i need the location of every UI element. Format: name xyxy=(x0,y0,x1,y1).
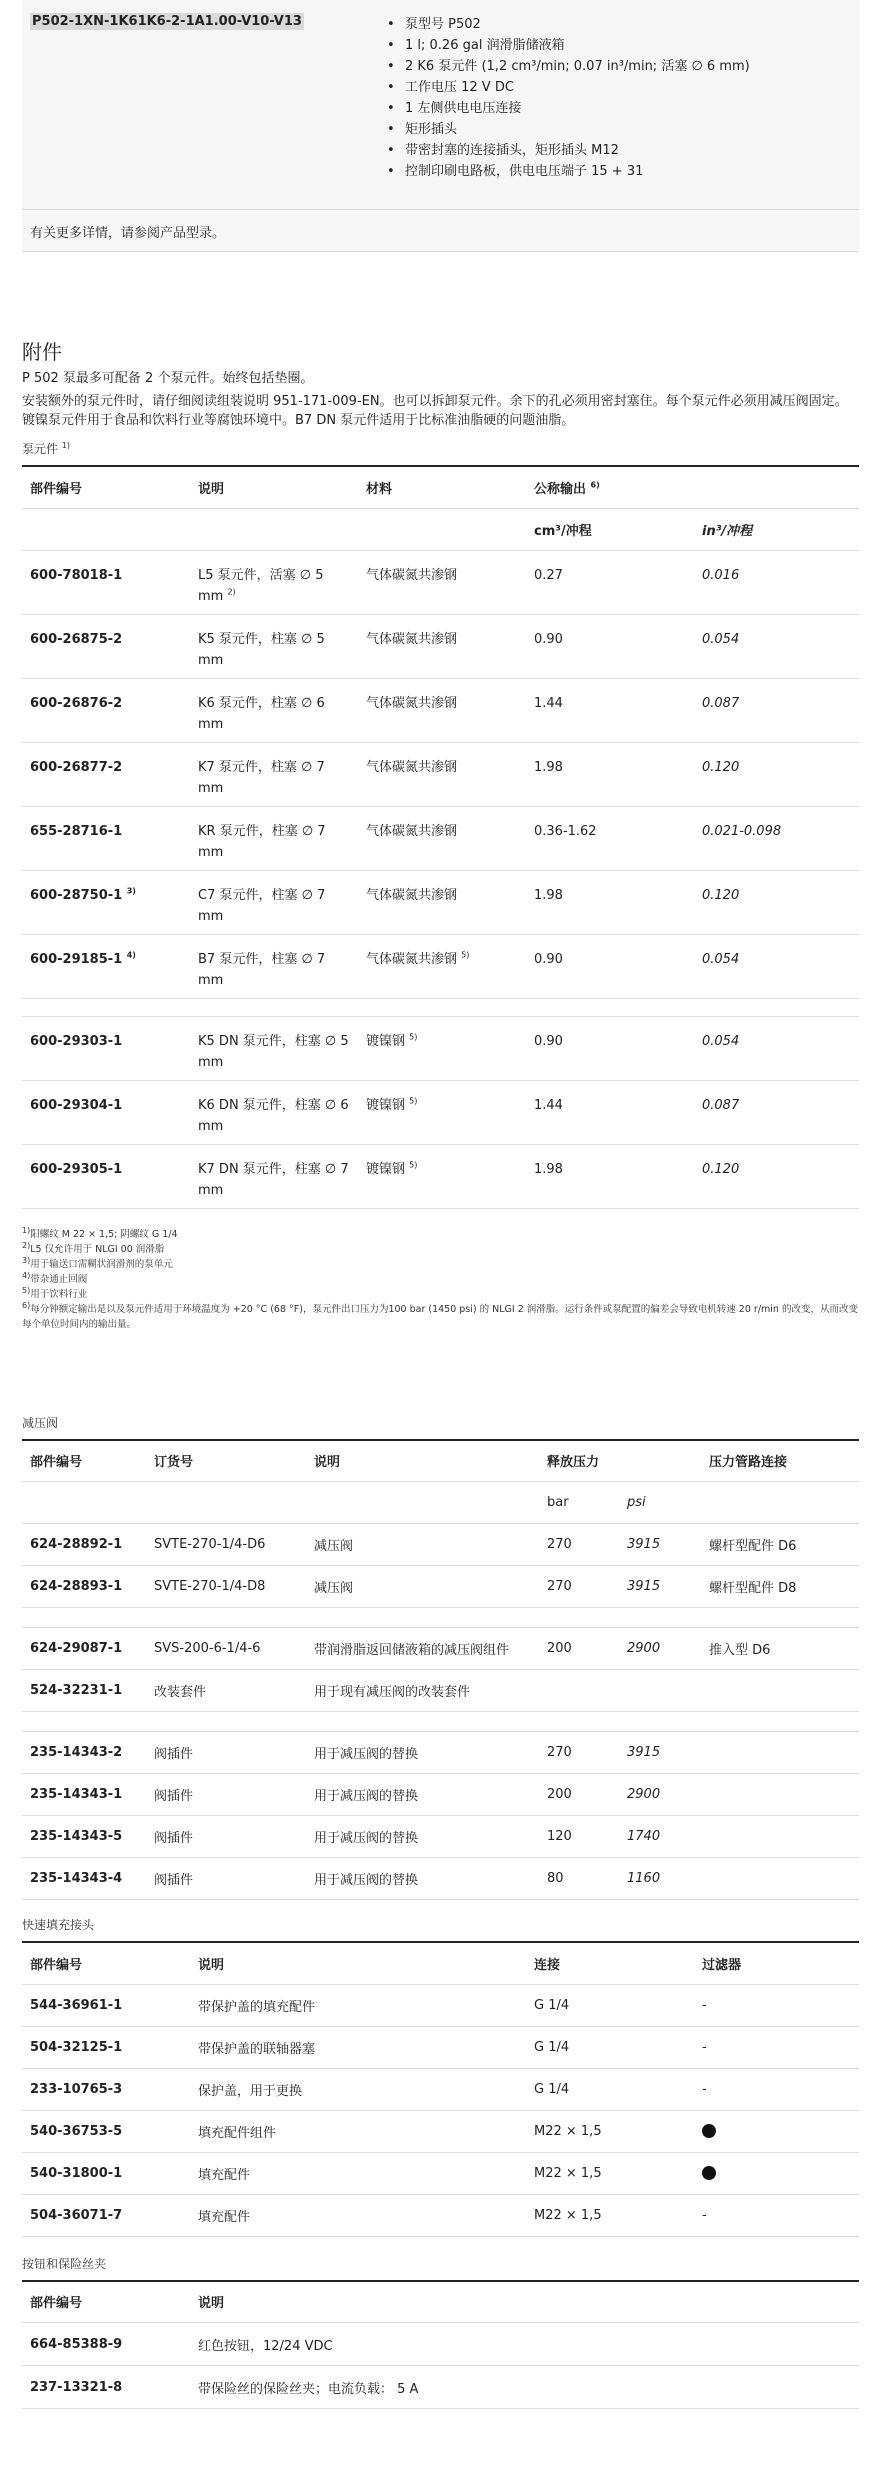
relief-valves-title: 减压阀 xyxy=(22,1415,59,1430)
unit-header: bar xyxy=(539,1482,619,1524)
output-cm: 0.27 xyxy=(526,550,694,614)
filter: - xyxy=(694,2026,859,2068)
section-title-accessories: 附件 xyxy=(22,340,62,364)
config-item: • 2 K6 泵元件 (1,2 cm³/min; 0.07 in³/min; 活塞 ∅ 6 mm) xyxy=(385,56,750,77)
description: 带润滑脂返回储液箱的减压阀组件 xyxy=(306,1628,539,1670)
config-item: • 泵型号 P502 xyxy=(385,14,750,35)
order-number: 阀插件 xyxy=(146,1732,306,1774)
material: 气体碳氮共渗钢 xyxy=(358,614,526,678)
table-row xyxy=(22,806,859,870)
quick-fill-title: 快速填充接头 xyxy=(22,1918,95,1932)
col-header: 说明 xyxy=(190,466,358,508)
connection: G 1/4 xyxy=(526,2026,694,2068)
pressure-bar: 270 xyxy=(539,1524,619,1566)
part-number: 600-29304-1 xyxy=(22,1080,190,1144)
material: 镀镍钢 $^{5)}$ xyxy=(358,1016,526,1080)
pressure-connection xyxy=(701,1858,859,1900)
config-item: • 1 左侧供电电压连接 xyxy=(385,98,750,119)
part-number: 600-28750-1 $^{3)}$ xyxy=(22,870,190,934)
col-header: 部件编号 xyxy=(22,1440,146,1482)
description: L5 泵元件，活塞 ∅ 5 mm $^{2)}$ xyxy=(190,550,358,614)
col-header: 说明 xyxy=(190,2281,859,2323)
footnote: $^{1)}$阳螺纹 M 22 × 1,5; 阴螺纹 G 1/4 xyxy=(22,1225,178,1240)
connection: G 1/4 xyxy=(526,2068,694,2110)
config-item: • 矩形插头 xyxy=(385,119,750,140)
connection: M22 × 1,5 xyxy=(526,2110,694,2152)
output-cm: 1.44 xyxy=(526,1080,694,1144)
description: 填充配件 xyxy=(190,2152,526,2194)
quick-fill-table xyxy=(22,1941,859,2237)
output-in: 0.087 xyxy=(694,1080,859,1144)
part-number: 600-26876-2 xyxy=(22,678,190,742)
part-number: 600-29305-1 xyxy=(22,1144,190,1208)
pressure-bar: 200 xyxy=(539,1774,619,1816)
table-row xyxy=(22,1566,859,1608)
pressure-bar: 270 xyxy=(539,1732,619,1774)
output-in: 0.120 xyxy=(694,870,859,934)
footnote: $^{3)}$用于输送口需糊状润滑剂的泵单元 xyxy=(22,1255,173,1270)
description: 带保险丝的保险丝夹；电流负载： 5 A xyxy=(190,2366,859,2409)
pressure-bar: 200 xyxy=(539,1628,619,1670)
pump-elements-table xyxy=(22,465,859,1209)
pressure-connection xyxy=(701,1816,859,1858)
col-header: 释放压力 xyxy=(539,1440,701,1482)
table-row xyxy=(22,2110,859,2152)
description: 用于现有减压阀的改装套件 xyxy=(306,1670,859,1712)
description: 用于减压阀的替换 xyxy=(306,1858,539,1900)
connection: M22 × 1,5 xyxy=(526,2152,694,2194)
output-cm: 0.90 xyxy=(526,934,694,998)
part-number: 600-78018-1 xyxy=(22,550,190,614)
footnote: $^{4)}$带杂通止回阀 xyxy=(22,1270,88,1285)
table-row xyxy=(22,678,859,742)
pressure-connection xyxy=(701,1774,859,1816)
part-number: 544-36961-1 xyxy=(22,1984,190,2026)
part-number: 624-28893-1 xyxy=(22,1566,146,1608)
intro-text: 安装额外的泵元件时，请仔细阅读组装说明 951-171-009-EN。也可以拆卸泵元件。余下的孔必须用密封塞住。每个泵元件必须用减压阀固定。镀镍泵元件用于食品和饮料行业等腐蚀环境中。B7 DN 泵元件适用于比标准油脂硬的问题油脂。 xyxy=(22,394,848,428)
part-number: 600-29303-1 xyxy=(22,1016,190,1080)
filter: - xyxy=(694,2068,859,2110)
description: 填充配件组件 xyxy=(190,2110,526,2152)
pressure-connection xyxy=(701,1732,859,1774)
table-row xyxy=(22,614,859,678)
relief-valves-table xyxy=(22,1439,859,1901)
description: C7 泵元件，柱塞 ∅ 7 mm xyxy=(190,870,358,934)
pressure-psi: 3915 xyxy=(619,1732,701,1774)
part-number: 235-14343-5 xyxy=(22,1816,146,1858)
col-header: 过滤器 xyxy=(694,1942,859,1984)
table-row xyxy=(22,1144,859,1208)
output-in: 0.021-0.098 xyxy=(694,806,859,870)
order-number: SVTE-270-1/4-D6 xyxy=(146,1524,306,1566)
table-row xyxy=(22,1774,859,1816)
pressure-psi: 1740 xyxy=(619,1816,701,1858)
pressure-connection: 螺杆型配件 D6 xyxy=(701,1524,859,1566)
material: 气体碳氮共渗钢 $^{5)}$ xyxy=(358,934,526,998)
description: K7 DN 泵元件，柱塞 ∅ 7 mm xyxy=(190,1144,358,1208)
table-row xyxy=(22,2366,859,2409)
material: 镀镍钢 $^{5)}$ xyxy=(358,1144,526,1208)
part-number: 540-36753-5 xyxy=(22,2110,190,2152)
part-number: 235-14343-2 xyxy=(22,1732,146,1774)
config-list xyxy=(385,14,750,187)
description: K5 DN 泵元件，柱塞 ∅ 5 mm xyxy=(190,1016,358,1080)
unit-header: psi xyxy=(619,1482,701,1524)
material: 气体碳氮共渗钢 xyxy=(358,870,526,934)
order-number: SVTE-270-1/4-D8 xyxy=(146,1566,306,1608)
output-cm: 0.90 xyxy=(526,1016,694,1080)
output-in: 0.120 xyxy=(694,742,859,806)
part-number: 624-28892-1 xyxy=(22,1524,146,1566)
filter xyxy=(694,2152,859,2194)
order-number: 改装套件 xyxy=(146,1670,306,1712)
part-number: 237-13321-8 xyxy=(22,2366,190,2409)
col-header: 连接 xyxy=(526,1942,694,1984)
material: 气体碳氮共渗钢 xyxy=(358,550,526,614)
output-in: 0.120 xyxy=(694,1144,859,1208)
col-header: 订货号 xyxy=(146,1440,306,1482)
output-in: 0.054 xyxy=(694,934,859,998)
description: 用于减压阀的替换 xyxy=(306,1816,539,1858)
table-row xyxy=(22,1016,859,1080)
config-item: • 工作电压 12 V DC xyxy=(385,77,750,98)
connection: G 1/4 xyxy=(526,1984,694,2026)
part-number: 600-26875-2 xyxy=(22,614,190,678)
pressure-bar: 270 xyxy=(539,1566,619,1608)
table-row xyxy=(22,1732,859,1774)
config-item: • 控制印刷电路板，供电电压端子 15 + 31 xyxy=(385,161,750,182)
order-number: 阀插件 xyxy=(146,1858,306,1900)
output-in: 0.087 xyxy=(694,678,859,742)
description: 带保护盖的填充配件 xyxy=(190,1984,526,2026)
col-header: 说明 xyxy=(306,1440,539,1482)
table-row xyxy=(22,550,859,614)
table-row xyxy=(22,2068,859,2110)
part-number: 600-26877-2 xyxy=(22,742,190,806)
filter: - xyxy=(694,1984,859,2026)
output-in: 0.016 xyxy=(694,550,859,614)
pressure-psi: 2900 xyxy=(619,1774,701,1816)
description: 用于减压阀的替换 xyxy=(306,1732,539,1774)
footnote: $^{6)}$每分钟额定输出是以及泵元件适用于环境温度为 +20 °C (68 °F)，泵元件出口压力为100 bar (1450 psi) 的 NLGI 2 润滑脂。运行条件或泵配置的偏差会导致电机转速 20 r/min 的改变，从而改变每个单位时间内的输出量。 xyxy=(22,1300,858,1330)
filter: - xyxy=(694,2194,859,2236)
description: KR 泵元件，柱塞 ∅ 7 mm xyxy=(190,806,358,870)
pressure-connection: 推入型 D6 xyxy=(701,1628,859,1670)
description: K5 泵元件，柱塞 ∅ 5 mm xyxy=(190,614,358,678)
connection: M22 × 1,5 xyxy=(526,2194,694,2236)
output-cm: 0.36-1.62 xyxy=(526,806,694,870)
description: K7 泵元件，柱塞 ∅ 7 mm xyxy=(190,742,358,806)
part-number: 235-14343-4 xyxy=(22,1858,146,1900)
table-row xyxy=(22,1984,859,2026)
output-cm: 1.98 xyxy=(526,1144,694,1208)
part-number: 655-28716-1 xyxy=(22,806,190,870)
pressure-psi: 1160 xyxy=(619,1858,701,1900)
config-item: • 1 l; 0.26 gal 润滑脂储液箱 xyxy=(385,35,750,56)
output-in: 0.054 xyxy=(694,1016,859,1080)
filter-dot-icon xyxy=(702,2166,716,2180)
table-row xyxy=(22,2194,859,2236)
col-header: 部件编号 xyxy=(22,466,190,508)
pressure-bar: 80 xyxy=(539,1858,619,1900)
table-row xyxy=(22,1816,859,1858)
description: K6 DN 泵元件，柱塞 ∅ 6 mm xyxy=(190,1080,358,1144)
table-row xyxy=(22,934,859,998)
filter-dot-icon xyxy=(702,2124,716,2138)
table-row xyxy=(22,2152,859,2194)
part-number: 524-32231-1 xyxy=(22,1670,146,1712)
buttons-title: 按钮和保险丝夹 xyxy=(22,2256,107,2271)
material: 镀镍钢 $^{5)}$ xyxy=(358,1080,526,1144)
material: 气体碳氮共渗钢 xyxy=(358,806,526,870)
filter xyxy=(694,2110,859,2152)
description: K6 泵元件，柱塞 ∅ 6 mm xyxy=(190,678,358,742)
table-row xyxy=(22,1080,859,1144)
intro-text: P 502 泵最多可配备 2 个泵元件。始终包括垫圈。 xyxy=(22,371,314,386)
description: 用于减压阀的替换 xyxy=(306,1774,539,1816)
part-number: 504-32125-1 xyxy=(22,2026,190,2068)
pressure-bar: 120 xyxy=(539,1816,619,1858)
output-cm: 1.98 xyxy=(526,742,694,806)
footnote: $^{2)}$L5 仅允许用于 NLGI 00 润滑脂 xyxy=(22,1240,165,1255)
material: 气体碳氮共渗钢 xyxy=(358,678,526,742)
footnote: $^{5)}$用于饮料行业 xyxy=(22,1285,88,1300)
pressure-psi: 3915 xyxy=(619,1566,701,1608)
part-number: 504-36071-7 xyxy=(22,2194,190,2236)
description: B7 泵元件，柱塞 ∅ 7 mm xyxy=(190,934,358,998)
part-number: 664-85388-9 xyxy=(22,2323,190,2366)
config-note: 有关更多详情，请参阅产品型录。 xyxy=(22,210,859,252)
output-in: 0.054 xyxy=(694,614,859,678)
buttons-table xyxy=(22,2280,859,2410)
table-row xyxy=(22,2026,859,2068)
table-row xyxy=(22,1858,859,1900)
config-panel xyxy=(22,0,859,210)
description: 填充配件 xyxy=(190,2194,526,2236)
table-row xyxy=(22,1524,859,1566)
table-row xyxy=(22,2323,859,2366)
order-number: 阀插件 xyxy=(146,1816,306,1858)
config-item: • 带密封塞的连接插头，矩形插头 M12 xyxy=(385,140,750,161)
pump-elements-title: 泵元件 $^{1)}$ xyxy=(22,441,71,456)
output-cm: 0.90 xyxy=(526,614,694,678)
description: 减压阀 xyxy=(306,1524,539,1566)
material: 气体碳氮共渗钢 xyxy=(358,742,526,806)
footnotes xyxy=(22,1227,859,1332)
output-cm: 1.98 xyxy=(526,870,694,934)
col-header: 说明 xyxy=(190,1942,526,1984)
order-number: SVS-200-6-1/4-6 xyxy=(146,1628,306,1670)
unit-header: cm³/冲程 xyxy=(526,508,694,550)
order-number: 阀插件 xyxy=(146,1774,306,1816)
unit-header: in³/冲程 xyxy=(694,508,859,550)
description: 带保护盖的联轴器塞 xyxy=(190,2026,526,2068)
description: 保护盖，用于更换 xyxy=(190,2068,526,2110)
part-number: 233-10765-3 xyxy=(22,2068,190,2110)
config-code: P502-1XN-1K61K6-2-1A1.00-V10-V13 xyxy=(32,14,302,29)
pressure-psi: 2900 xyxy=(619,1628,701,1670)
table-row xyxy=(22,870,859,934)
pressure-psi: 3915 xyxy=(619,1524,701,1566)
table-row xyxy=(22,742,859,806)
col-header: 压力管路连接 xyxy=(701,1440,859,1482)
description: 红色按钮，12/24 VDC xyxy=(190,2323,859,2366)
table-row xyxy=(22,1670,859,1712)
table-row xyxy=(22,1628,859,1670)
pressure-connection: 螺杆型配件 D8 xyxy=(701,1566,859,1608)
part-number: 235-14343-1 xyxy=(22,1774,146,1816)
col-header: 材料 xyxy=(358,466,526,508)
col-header: 公称输出 $^{6)}$ xyxy=(526,466,859,508)
description: 减压阀 xyxy=(306,1566,539,1608)
part-number: 624-29087-1 xyxy=(22,1628,146,1670)
output-cm: 1.44 xyxy=(526,678,694,742)
col-header: 部件编号 xyxy=(22,1942,190,1984)
part-number: 540-31800-1 xyxy=(22,2152,190,2194)
part-number: 600-29185-1 $^{4)}$ xyxy=(22,934,190,998)
col-header: 部件编号 xyxy=(22,2281,190,2323)
